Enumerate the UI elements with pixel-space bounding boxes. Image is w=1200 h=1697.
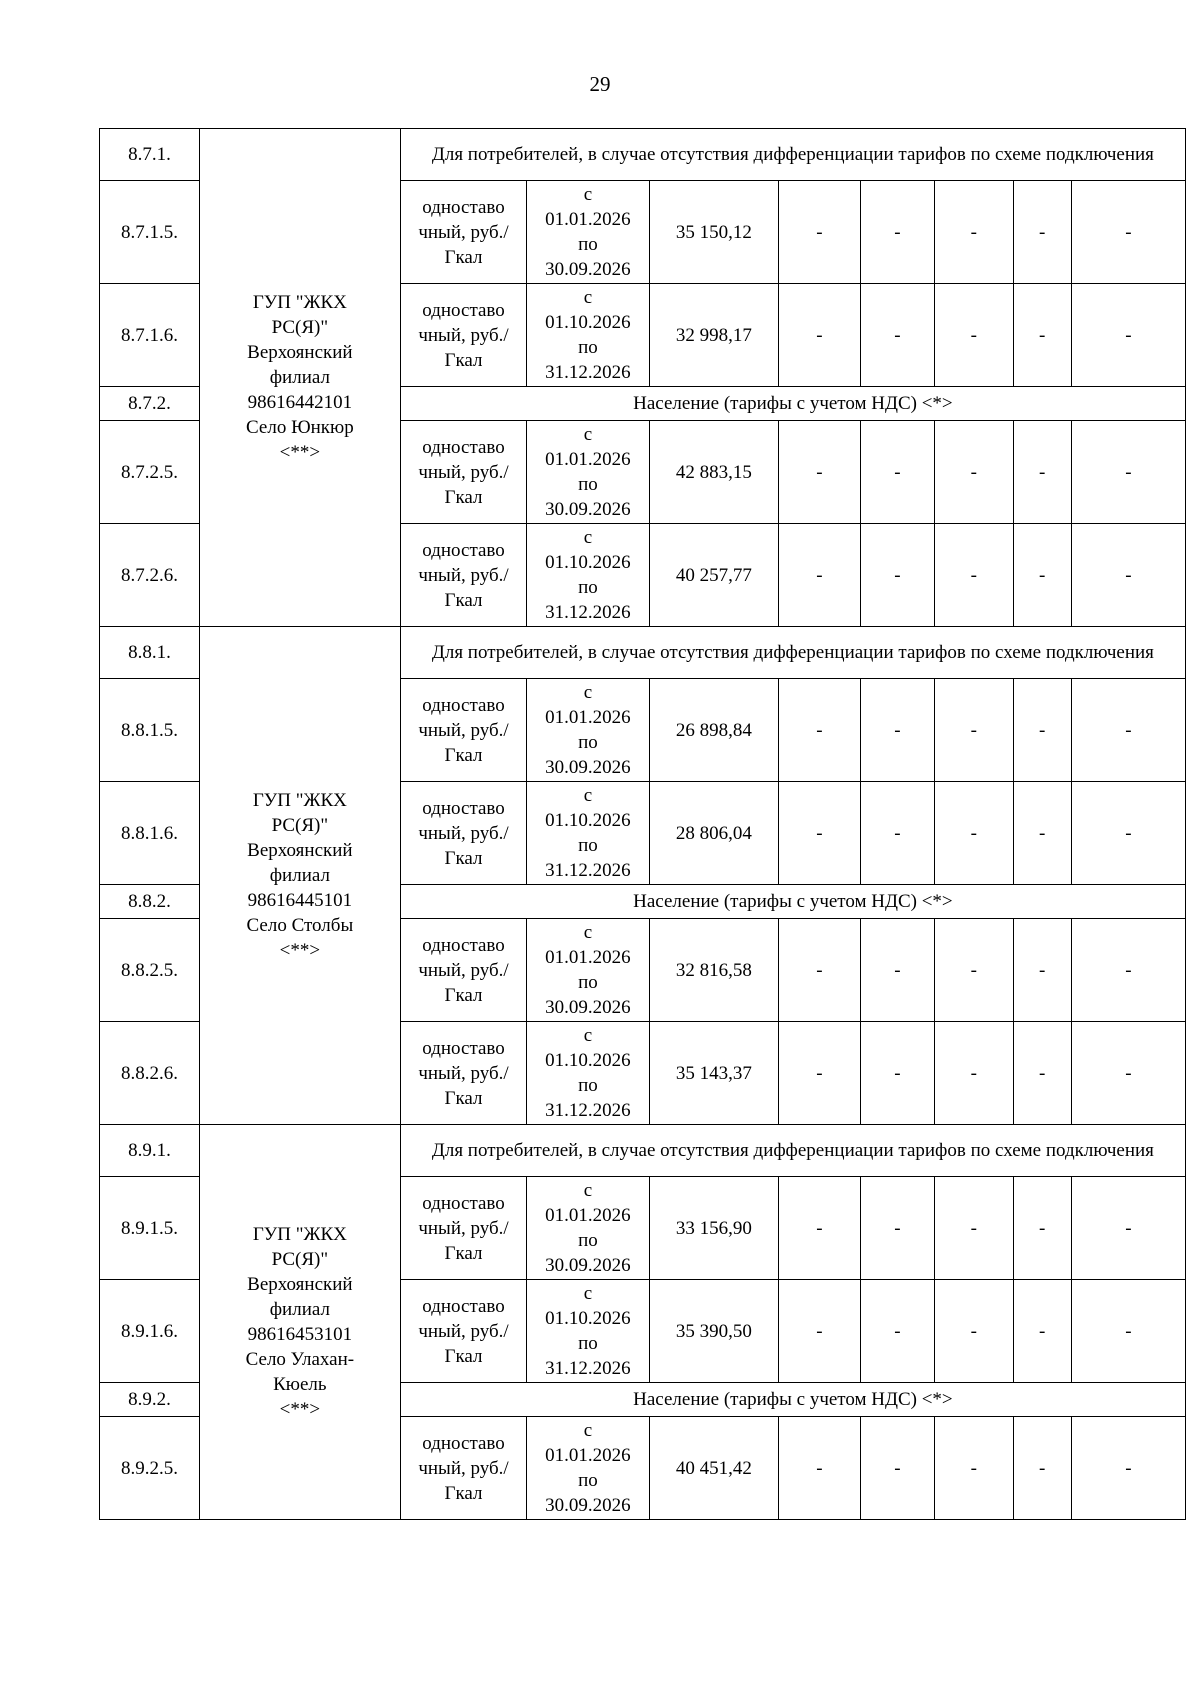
tariff-value: 33 156,90 (649, 1177, 779, 1280)
organization-line: <**> (279, 940, 321, 961)
section-title: Для потребителей, в случае отсутствия дифференциации тарифов по схеме подключения (400, 1125, 1185, 1177)
empty-value-dash: - (779, 524, 861, 627)
period-line: 30.09.2026 (545, 259, 631, 280)
period-line: 30.09.2026 (545, 997, 631, 1018)
period-line: 31.12.2026 (545, 602, 631, 623)
period-line: 01.10.2026 (545, 552, 631, 573)
tariff-value: 28 806,04 (649, 782, 779, 885)
period-cell (527, 421, 649, 524)
organization-line: <**> (279, 1399, 321, 1420)
period-line: по (578, 972, 598, 993)
period-line: с (583, 184, 593, 205)
period-line: 30.09.2026 (545, 1255, 631, 1276)
period-line: с (583, 922, 593, 943)
section-number: 8.7.1. (100, 129, 200, 181)
empty-value-dash: - (1013, 919, 1071, 1022)
period-cell (527, 181, 649, 284)
period-line: по (578, 577, 598, 598)
organization-line: 98616445101 (247, 890, 353, 911)
period-line: по (578, 1333, 598, 1354)
tariff-value: 32 998,17 (649, 284, 779, 387)
period-line: 01.01.2026 (545, 707, 631, 728)
period-cell (527, 679, 649, 782)
empty-value-dash: - (860, 1177, 934, 1280)
period-line: 01.01.2026 (545, 1205, 631, 1226)
row-number: 8.9.1.5. (100, 1177, 200, 1280)
row-number: 8.8.1.6. (100, 782, 200, 885)
empty-value-dash: - (935, 782, 1014, 885)
empty-value-dash: - (1013, 284, 1071, 387)
rate-type-cell: одноставо чный, руб./Гкал (400, 1280, 526, 1383)
tariff-value: 26 898,84 (649, 679, 779, 782)
row-number: 8.7.2.5. (100, 421, 200, 524)
tariff-value: 35 390,50 (649, 1280, 779, 1383)
period-line: 31.12.2026 (545, 860, 631, 881)
period-cell (527, 284, 649, 387)
empty-value-dash: - (779, 919, 861, 1022)
empty-value-dash: - (935, 284, 1014, 387)
organization-line: ГУП "ЖКХ (252, 790, 347, 811)
empty-value-dash: - (1071, 782, 1185, 885)
row-number: 8.7.2.6. (100, 524, 200, 627)
organization-line: филиал (269, 367, 330, 388)
period-line: 31.12.2026 (545, 1358, 631, 1379)
organization-line: РС(Я)" (271, 317, 329, 338)
period-cell (527, 1417, 649, 1520)
row-number: 8.7.1.5. (100, 181, 200, 284)
row-number: 8.7.1.6. (100, 284, 200, 387)
organization-cell (199, 627, 400, 1125)
section-number: 8.8.1. (100, 627, 200, 679)
period-line: 31.12.2026 (545, 1100, 631, 1121)
rate-type-cell: одноставо чный, руб./Гкал (400, 1022, 526, 1125)
tariff-value: 35 143,37 (649, 1022, 779, 1125)
period-line: по (578, 474, 598, 495)
period-line: 01.01.2026 (545, 1445, 631, 1466)
empty-value-dash: - (935, 1417, 1014, 1520)
organization-line: филиал (269, 1299, 330, 1320)
period-line: с (583, 1283, 593, 1304)
period-line: 01.10.2026 (545, 312, 631, 333)
period-line: по (578, 1470, 598, 1491)
organization-line: РС(Я)" (271, 815, 329, 836)
empty-value-dash: - (779, 1177, 861, 1280)
empty-value-dash: - (1071, 524, 1185, 627)
rate-type-cell: одноставо чный, руб./Гкал (400, 524, 526, 627)
organization-line: Верхоянский (247, 342, 353, 363)
rate-type-cell: одноставо чный, руб./Гкал (400, 919, 526, 1022)
empty-value-dash: - (860, 1280, 934, 1383)
organization-line: Верхоянский (247, 840, 353, 861)
empty-value-dash: - (1071, 919, 1185, 1022)
period-line: с (583, 424, 593, 445)
section-title: Население (тарифы с учетом НДС) <*> (400, 387, 1185, 421)
period-line: по (578, 835, 598, 856)
period-line: 01.10.2026 (545, 810, 631, 831)
period-line: с (583, 682, 593, 703)
empty-value-dash: - (935, 1022, 1014, 1125)
organization-line: ГУП "ЖКХ (252, 1224, 347, 1245)
empty-value-dash: - (1071, 421, 1185, 524)
empty-value-dash: - (860, 284, 934, 387)
empty-value-dash: - (779, 181, 861, 284)
section-number: 8.9.2. (100, 1383, 200, 1417)
period-cell (527, 782, 649, 885)
tariff-table-body (100, 129, 1186, 1520)
tariff-value: 42 883,15 (649, 421, 779, 524)
organization-line: 98616442101 (247, 392, 353, 413)
empty-value-dash: - (1013, 181, 1071, 284)
empty-value-dash: - (1071, 679, 1185, 782)
empty-value-dash: - (860, 421, 934, 524)
row-number: 8.8.1.5. (100, 679, 200, 782)
period-line: по (578, 234, 598, 255)
period-line: по (578, 337, 598, 358)
tariff-value: 40 257,77 (649, 524, 779, 627)
rate-type-cell: одноставо чный, руб./Гкал (400, 181, 526, 284)
period-line: с (583, 1420, 593, 1441)
empty-value-dash: - (1013, 524, 1071, 627)
empty-value-dash: - (1013, 679, 1071, 782)
row-number: 8.8.2.6. (100, 1022, 200, 1125)
period-line: по (578, 732, 598, 753)
tariff-value: 35 150,12 (649, 181, 779, 284)
period-cell (527, 1022, 649, 1125)
rate-type-cell: одноставо чный, руб./Гкал (400, 284, 526, 387)
organization-line: ГУП "ЖКХ (252, 292, 347, 313)
empty-value-dash: - (860, 181, 934, 284)
empty-value-dash: - (1013, 1417, 1071, 1520)
rate-type-cell: одноставо чный, руб./Гкал (400, 1417, 526, 1520)
period-line: с (583, 785, 593, 806)
empty-value-dash: - (935, 679, 1014, 782)
period-line: с (583, 1025, 593, 1046)
organization-line: РС(Я)" (271, 1249, 329, 1270)
rate-type-cell: одноставо чный, руб./Гкал (400, 782, 526, 885)
empty-value-dash: - (935, 421, 1014, 524)
period-line: 30.09.2026 (545, 1495, 631, 1516)
empty-value-dash: - (1013, 421, 1071, 524)
empty-value-dash: - (860, 524, 934, 627)
organization-line: Село Столбы (246, 915, 354, 936)
empty-value-dash: - (1071, 1022, 1185, 1125)
organization-line: филиал (269, 865, 330, 886)
empty-value-dash: - (1013, 782, 1071, 885)
page-number: 29 (589, 72, 611, 96)
period-cell (527, 1280, 649, 1383)
empty-value-dash: - (779, 1022, 861, 1125)
section-title: Население (тарифы с учетом НДС) <*> (400, 885, 1185, 919)
section-header-row (100, 1125, 1186, 1177)
organization-cell (199, 1125, 400, 1520)
period-cell (527, 919, 649, 1022)
organization-line: Село Улахан- (245, 1349, 355, 1370)
empty-value-dash: - (1071, 284, 1185, 387)
section-number: 8.7.2. (100, 387, 200, 421)
empty-value-dash: - (860, 1417, 934, 1520)
row-number: 8.9.1.6. (100, 1280, 200, 1383)
empty-value-dash: - (1071, 181, 1185, 284)
period-cell (527, 524, 649, 627)
empty-value-dash: - (1071, 1417, 1185, 1520)
section-number: 8.9.1. (100, 1125, 200, 1177)
empty-value-dash: - (779, 284, 861, 387)
period-line: с (583, 1180, 593, 1201)
empty-value-dash: - (860, 679, 934, 782)
period-line: 30.09.2026 (545, 757, 631, 778)
organization-line: 98616453101 (247, 1324, 353, 1345)
empty-value-dash: - (779, 679, 861, 782)
tariff-value: 40 451,42 (649, 1417, 779, 1520)
empty-value-dash: - (1013, 1280, 1071, 1383)
rate-type-cell: одноставо чный, руб./Гкал (400, 421, 526, 524)
empty-value-dash: - (935, 181, 1014, 284)
section-title: Для потребителей, в случае отсутствия дифференциации тарифов по схеме подключения (400, 129, 1185, 181)
section-header-row (100, 627, 1186, 679)
empty-value-dash: - (779, 1417, 861, 1520)
row-number: 8.9.2.5. (100, 1417, 200, 1520)
empty-value-dash: - (779, 421, 861, 524)
empty-value-dash: - (935, 1280, 1014, 1383)
period-line: 01.01.2026 (545, 209, 631, 230)
section-number: 8.8.2. (100, 885, 200, 919)
empty-value-dash: - (1071, 1177, 1185, 1280)
period-line: 01.01.2026 (545, 449, 631, 470)
period-line: по (578, 1230, 598, 1251)
period-line: с (583, 287, 593, 308)
empty-value-dash: - (860, 1022, 934, 1125)
period-line: 30.09.2026 (545, 499, 631, 520)
rate-type-cell: одноставо чный, руб./Гкал (400, 679, 526, 782)
period-line: с (583, 527, 593, 548)
empty-value-dash: - (779, 782, 861, 885)
empty-value-dash: - (779, 1280, 861, 1383)
tariff-value: 32 816,58 (649, 919, 779, 1022)
empty-value-dash: - (935, 919, 1014, 1022)
empty-value-dash: - (860, 919, 934, 1022)
period-line: по (578, 1075, 598, 1096)
section-header-row (100, 129, 1186, 181)
organization-line: <**> (279, 442, 321, 463)
empty-value-dash: - (1013, 1022, 1071, 1125)
tariff-table (99, 128, 1186, 1520)
empty-value-dash: - (935, 524, 1014, 627)
empty-value-dash: - (935, 1177, 1014, 1280)
organization-line: Верхоянский (247, 1274, 353, 1295)
organization-cell (199, 129, 400, 627)
empty-value-dash: - (1013, 1177, 1071, 1280)
period-line: 01.10.2026 (545, 1050, 631, 1071)
row-number: 8.8.2.5. (100, 919, 200, 1022)
period-line: 31.12.2026 (545, 362, 631, 383)
period-line: 01.10.2026 (545, 1308, 631, 1329)
section-title: Население (тарифы с учетом НДС) <*> (400, 1383, 1185, 1417)
organization-line: Кюель (273, 1374, 327, 1395)
empty-value-dash: - (1071, 1280, 1185, 1383)
section-title: Для потребителей, в случае отсутствия дифференциации тарифов по схеме подключения (400, 627, 1185, 679)
organization-line: Село Юнкюр (246, 417, 354, 438)
period-cell (527, 1177, 649, 1280)
period-line: 01.01.2026 (545, 947, 631, 968)
rate-type-cell: одноставо чный, руб./Гкал (400, 1177, 526, 1280)
empty-value-dash: - (860, 782, 934, 885)
